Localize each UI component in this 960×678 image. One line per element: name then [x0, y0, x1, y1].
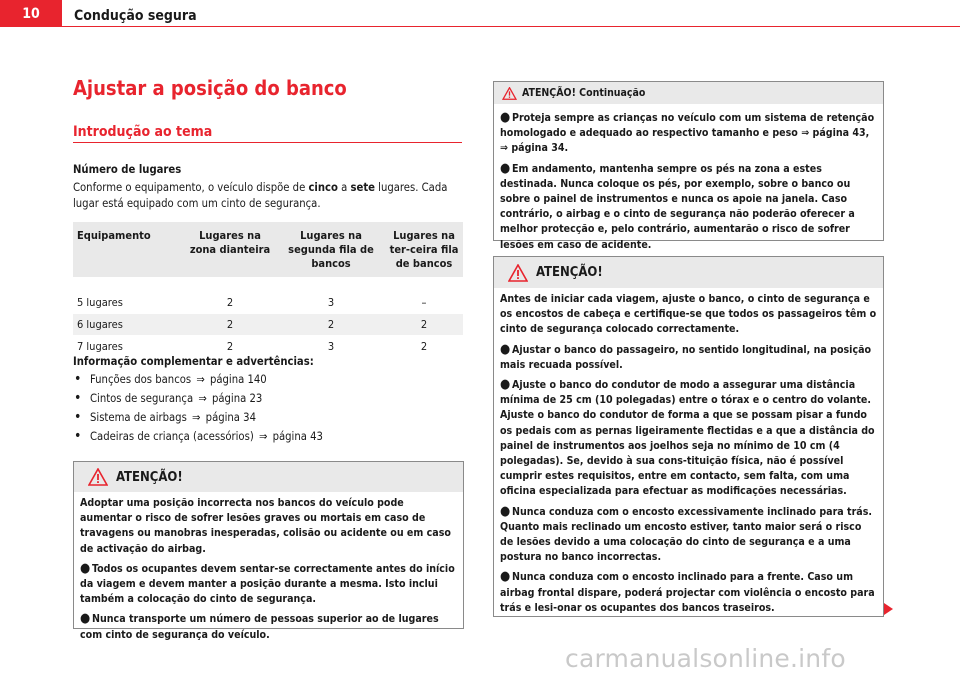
warning-box-continued [493, 81, 884, 251]
info-heading: Informação complementar e advertências: [73, 355, 314, 368]
page-number: 10 [0, 0, 62, 27]
seats-paragraph: Conforme o equipamento, o veículo dispõe de cinco a sete lugares. Cada lugar está equipado com um cinto de segurança. [73, 181, 448, 210]
warning-triangle-icon [88, 468, 108, 486]
watermark: carmanualsonline.info [565, 644, 846, 673]
table-row [73, 291, 463, 313]
warning-triangle-icon [502, 87, 517, 100]
seats-heading: Número de lugares [73, 163, 182, 176]
table-cell: 2 [183, 335, 277, 357]
warning-header [74, 462, 463, 492]
bullet-icon: ● [500, 377, 511, 393]
table-cell: 2 [183, 313, 277, 335]
table-cell: 7 lugares [73, 335, 183, 357]
table-header-cell: Equipamento [73, 222, 183, 277]
list-item[interactable]: • Cadeiras de criança (acessórios) ⇒ página 43 [73, 429, 463, 448]
warning-body: Adoptar uma posição incorrecta nos bancos do veículo pode aumentar o risco de sofrer lesões graves ou mortais em caso de travagens ou manobras inesperadas, colisão ou acidente ou em caso de activação do airbag. ● Todos os ocupantes devem sentar-se correctamente antes do início da viagem e devem manter a posição durante a mesma. Isto inclui também a colocação do cinto de segurança. ● Nunca transporte um número de pessoas superior ao de lugares com cinto de segurança do veículo. [80, 497, 455, 641]
warning-header [494, 257, 883, 288]
table-cell: 3 [277, 291, 385, 313]
running-title: Condução segura [74, 8, 197, 24]
table-header-cell: Lugares na zona dianteira [183, 222, 277, 277]
warning-header [494, 82, 883, 104]
warning-box-right [493, 256, 884, 617]
table-cell: 2 [385, 335, 463, 357]
arrow-right-icon: ⇒ [258, 430, 268, 443]
arrow-right-icon: ⇒ [192, 411, 201, 424]
arrow-right-icon: ⇒ [198, 392, 207, 405]
warning-title: ATENÇÃO! [116, 469, 183, 485]
header-rule [62, 26, 960, 27]
bullet-icon: ● [500, 341, 511, 357]
table-header-cell: Lugares na ter-ceira fila de bancos [385, 222, 463, 277]
continue-arrow-icon[interactable] [884, 603, 893, 615]
table-cell: 6 lugares [73, 313, 183, 335]
warning-title: ATENÇÃO! [536, 265, 603, 280]
section-subtitle: Introdução ao tema [73, 124, 462, 143]
bullet-icon: ● [500, 110, 511, 125]
bullet-icon: ● [500, 160, 511, 176]
table-cell: 5 lugares [73, 291, 183, 313]
arrow-right-icon: ⇒ [801, 127, 810, 140]
list-item[interactable]: • Funções dos bancos ⇒ página 140 [73, 372, 463, 391]
warning-body: Antes de iniciar cada viagem, ajuste o banco, o cinto de segurança e os encostos de cabeça e certifique-se que todos os passageiros têm o cinto de segurança colocado correctamente. ● Ajustar o banco do passageiro, no sentido longitudinal, na posição mais recuada possível. ● Ajuste o banco do condutor de modo a assegurar uma distância mínima de 25 cm (10 polegadas) entre o tórax e o centro do volante. Ajuste o banco do condutor de forma a que se possam pisar a fundo os pedais com as pernas ligeiramente flectidas e a que a distância do painel de instrumentos aos joelhos seja no mínimo de 10 cm (4 polegadas). Se, devido à sua cons-tituição física, não é possível cumprir estes requisitos, entre em contacto, sem falta, com uma oficina especializada para efectuar as modificações necessárias. ● Nunca conduza com o encosto excessivamente inclinado para trás. Quanto mais reclinado um encosto estiver, tanto maior será o risco de lesões devido a uma colocação do cinto de segurança e a uma postura no banco incorrectas. ● Nunca conduza com o encosto inclinado para a frente. Caso um airbag frontal dispare, poderá projectar com violência o encosto para trás e lesi-onar os ocupantes dos bancos traseiros. [500, 293, 877, 614]
table-cell: 2 [277, 313, 385, 335]
warning-triangle-icon [508, 264, 528, 282]
list-item[interactable]: • Cintos de segurança ⇒ página 23 [73, 391, 463, 410]
warning-title: ATENÇÃO! Continuação [522, 87, 646, 99]
arrow-right-icon: ⇒ [500, 142, 508, 155]
bullet-icon: ● [80, 611, 91, 627]
table-cell: 3 [277, 335, 385, 357]
bullet-icon: ● [500, 569, 511, 585]
warning-body: ● Proteja sempre as crianças no veículo com um sistema de retenção homologado e adequado ao respectivo tamanho e peso ⇒ página 43, ⇒ página 34. ● Em andamento, mantenha sempre os pés na zona a estes destinada. Nunca coloque os pés, por exemplo, sobre o banco ou sobre o painel de instrumentos e nunca os apoie na janela. Caso contrário, o airbag e o cinto de segurança não poderão oferecer a melhor protecção e, pelo contrário, aumentarão o risco de sofrer lesões em caso de acidente. [500, 110, 875, 251]
reference-list [73, 372, 463, 448]
bullet-icon: ● [80, 560, 91, 576]
list-item[interactable]: • Sistema de airbags ⇒ página 34 [73, 410, 463, 429]
page-title: Ajustar a posição do banco [73, 76, 347, 100]
warning-box-left [73, 461, 464, 641]
bullet-icon: ● [500, 503, 511, 519]
table-cell: 2 [183, 291, 277, 313]
seats-table [73, 222, 463, 357]
table-header-row [73, 222, 463, 277]
arrow-right-icon: ⇒ [196, 373, 205, 386]
table-header-cell: Lugares na segunda fila de bancos [277, 222, 385, 277]
table-cell: – [385, 291, 463, 313]
table-cell: 2 [385, 313, 463, 335]
table-row [73, 313, 463, 335]
